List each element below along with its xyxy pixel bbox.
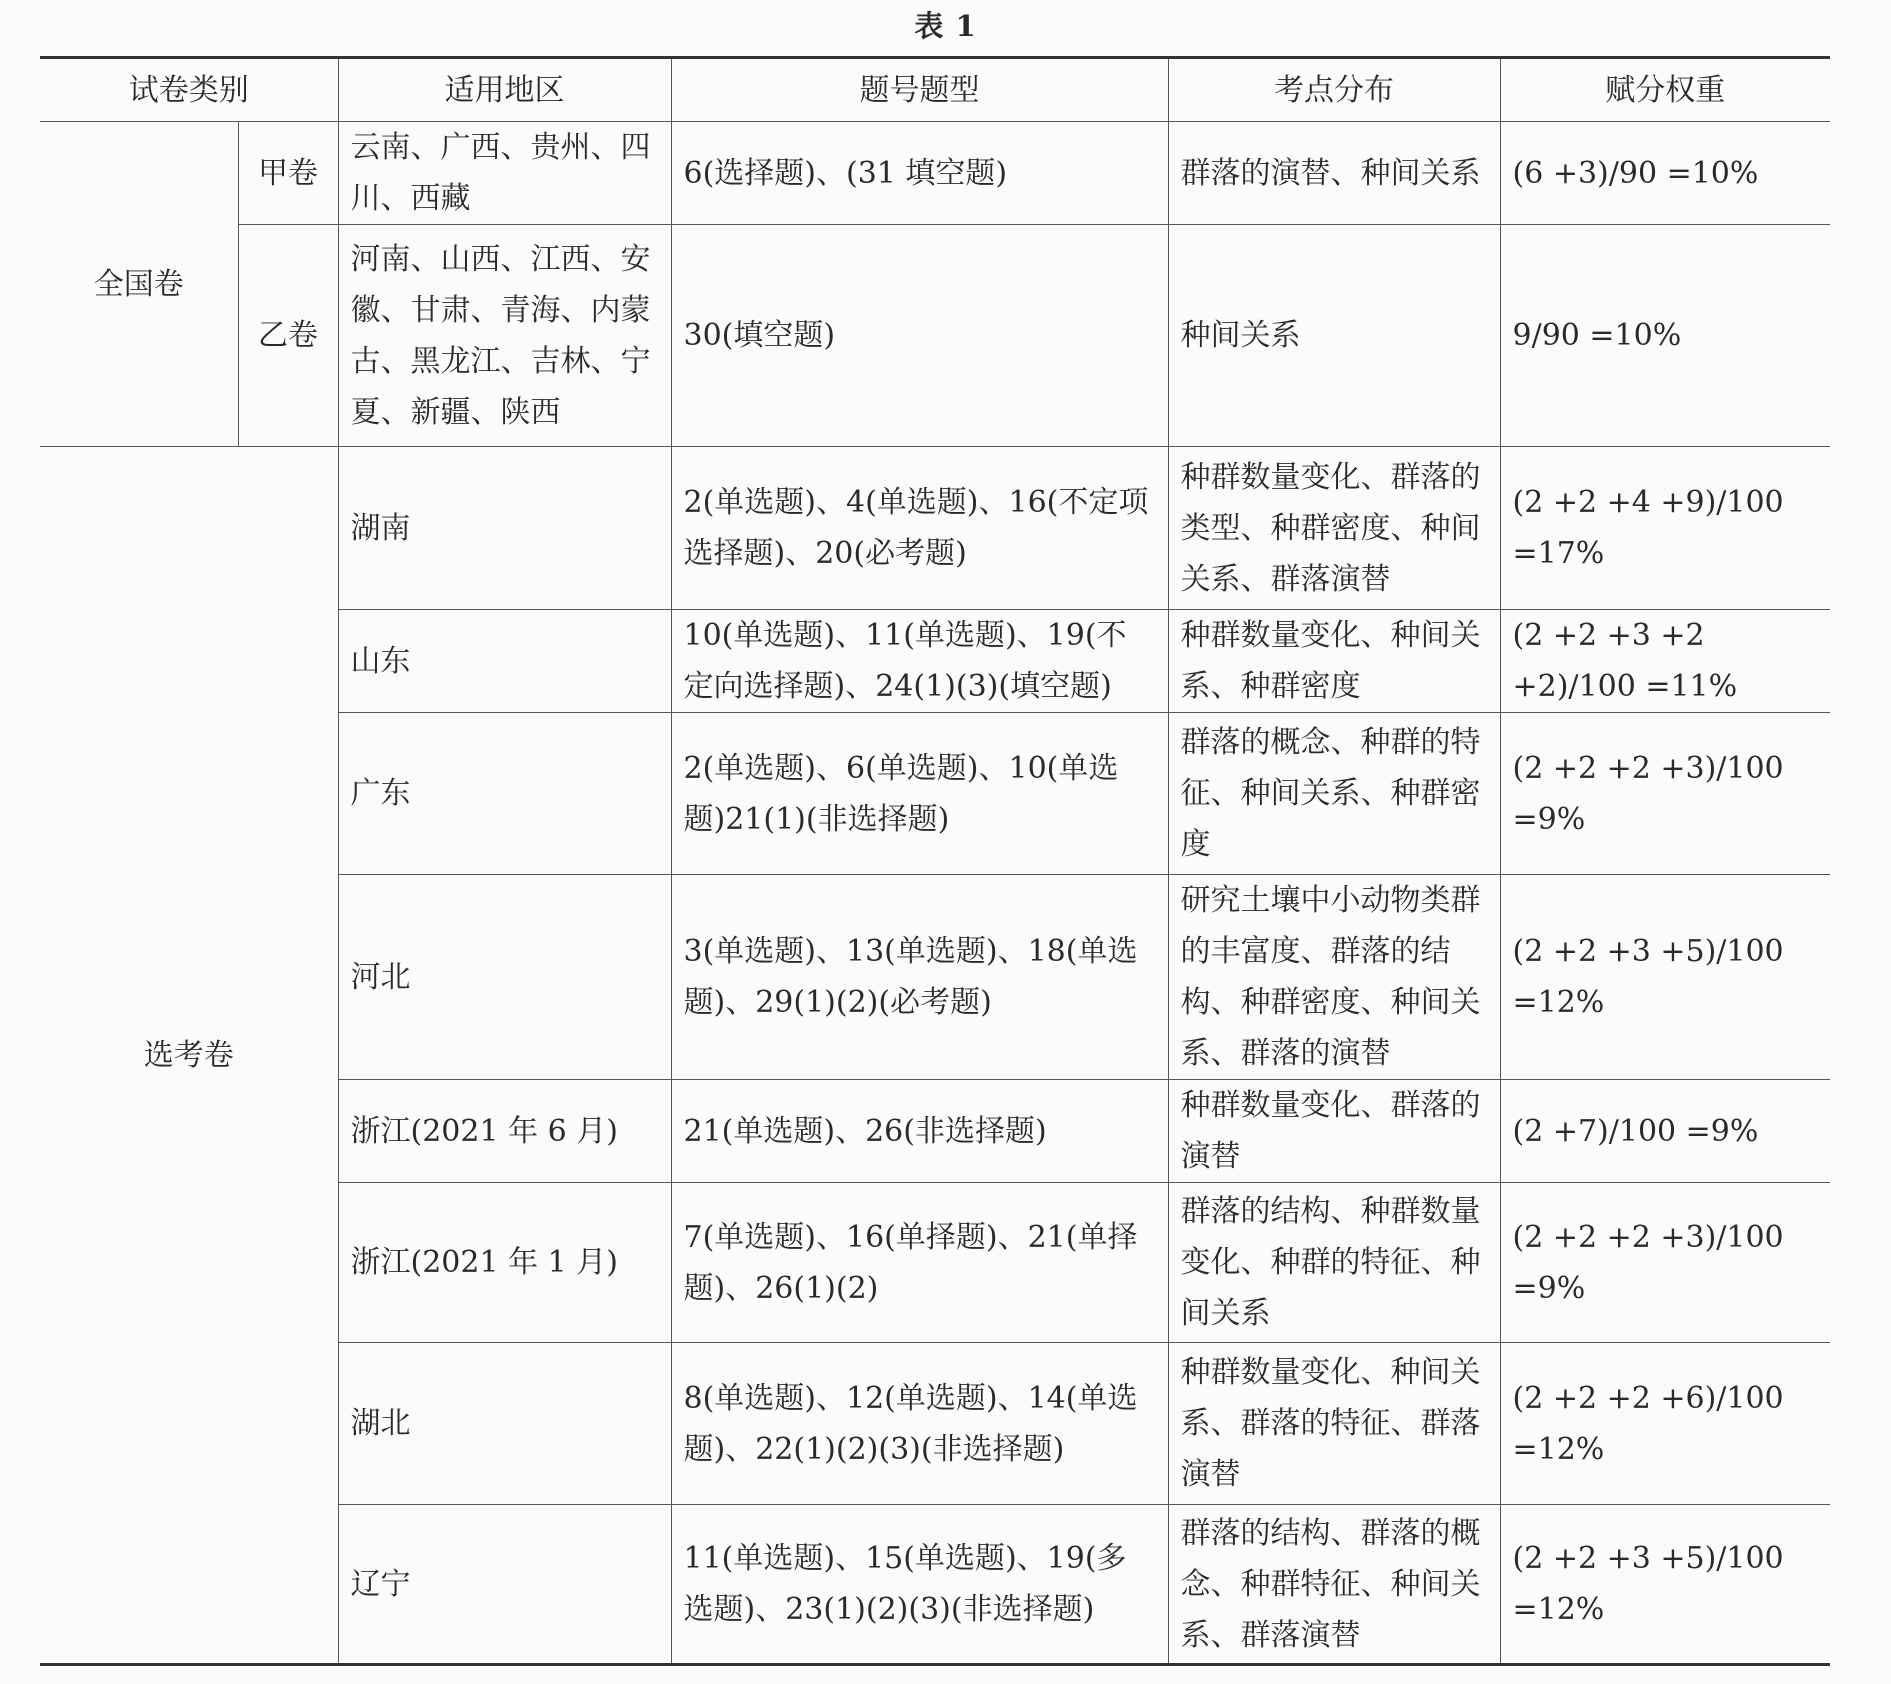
topics-cell: 种群数量变化、种间关系、种群密度 xyxy=(1168,610,1500,713)
weight-cell: (2 +2 +2 +3)/100 =9% xyxy=(1500,1183,1830,1343)
questions-cell: 21(单选题)、26(非选择题) xyxy=(671,1080,1168,1183)
topics-cell: 群落的演替、种间关系 xyxy=(1168,122,1500,225)
region-cell: 浙江(2021 年 1 月) xyxy=(338,1183,671,1343)
topics-cell: 种群数量变化、群落的演替 xyxy=(1168,1080,1500,1183)
subtype-cell: 甲卷 xyxy=(238,122,338,225)
region-cell: 湖南 xyxy=(338,447,671,610)
topics-cell: 种群数量变化、群落的类型、种群密度、种间关系、群落演替 xyxy=(1168,447,1500,610)
questions-cell: 10(单选题)、11(单选题)、19(不定向选择题)、24(1)(3)(填空题) xyxy=(671,610,1168,713)
questions-cell: 3(单选题)、13(单选题)、18(单选题)、29(1)(2)(必考题) xyxy=(671,875,1168,1080)
questions-cell: 6(选择题)、(31 填空题) xyxy=(671,122,1168,225)
header-row xyxy=(40,58,1830,122)
table-row xyxy=(40,225,1830,447)
questions-cell: 30(填空题) xyxy=(671,225,1168,447)
region-cell: 山东 xyxy=(338,610,671,713)
group-national: 全国卷 xyxy=(40,122,238,447)
table-row xyxy=(40,122,1830,225)
weight-cell: (2 +2 +2 +3)/100 =9% xyxy=(1500,713,1830,875)
region-cell: 河南、山西、江西、安徽、甘肃、青海、内蒙古、黑龙江、吉林、宁夏、新疆、陕西 xyxy=(338,225,671,447)
weight-cell: (6 +3)/90 =10% xyxy=(1500,122,1830,225)
region-cell: 浙江(2021 年 6 月) xyxy=(338,1080,671,1183)
region-cell: 云南、广西、贵州、四川、西藏 xyxy=(338,122,671,225)
region-cell: 辽宁 xyxy=(338,1505,671,1665)
exam-analysis-table xyxy=(40,56,1830,1666)
topics-cell: 研究土壤中小动物类群的丰富度、群落的结构、种群密度、种间关系、群落的演替 xyxy=(1168,875,1500,1080)
questions-cell: 7(单选题)、16(单择题)、21(单择题)、26(1)(2) xyxy=(671,1183,1168,1343)
header-score-weight: 赋分权重 xyxy=(1500,58,1830,122)
topics-cell: 种间关系 xyxy=(1168,225,1500,447)
subtype-cell: 乙卷 xyxy=(238,225,338,447)
table-caption: 表 1 xyxy=(914,9,977,43)
questions-cell: 2(单选题)、6(单选题)、10(单选题)21(1)(非选择题) xyxy=(671,713,1168,875)
topics-cell: 群落的概念、种群的特征、种间关系、种群密度 xyxy=(1168,713,1500,875)
topics-cell: 种群数量变化、种间关系、群落的特征、群落演替 xyxy=(1168,1343,1500,1505)
weight-cell: (2 +2 +4 +9)/100 =17% xyxy=(1500,447,1830,610)
weight-cell: (2 +2 +3 +2 +2)/100 =11% xyxy=(1500,610,1830,713)
questions-cell: 2(单选题)、4(单选题)、16(不定项选择题)、20(必考题) xyxy=(671,447,1168,610)
topics-cell: 群落的结构、群落的概念、种群特征、种间关系、群落演替 xyxy=(1168,1505,1500,1665)
table-row xyxy=(40,447,1830,610)
weight-cell: (2 +2 +2 +6)/100 =12% xyxy=(1500,1343,1830,1505)
questions-cell: 11(单选题)、15(单选题)、19(多选题)、23(1)(2)(3)(非选择题) xyxy=(671,1505,1168,1665)
header-exam-category: 试卷类别 xyxy=(40,58,338,122)
weight-cell: (2 +2 +3 +5)/100 =12% xyxy=(1500,1505,1830,1665)
topics-cell: 群落的结构、种群数量变化、种群的特征、种间关系 xyxy=(1168,1183,1500,1343)
weight-cell: (2 +2 +3 +5)/100 =12% xyxy=(1500,875,1830,1080)
header-region: 适用地区 xyxy=(338,58,671,122)
region-cell: 湖北 xyxy=(338,1343,671,1505)
region-cell: 广东 xyxy=(338,713,671,875)
weight-cell: (2 +7)/100 =9% xyxy=(1500,1080,1830,1183)
group-elective: 选考卷 xyxy=(40,447,338,1665)
header-question-type: 题号题型 xyxy=(671,58,1168,122)
weight-cell: 9/90 =10% xyxy=(1500,225,1830,447)
header-topic-distribution: 考点分布 xyxy=(1168,58,1500,122)
region-cell: 河北 xyxy=(338,875,671,1080)
questions-cell: 8(单选题)、12(单选题)、14(单选题)、22(1)(2)(3)(非选择题) xyxy=(671,1343,1168,1505)
